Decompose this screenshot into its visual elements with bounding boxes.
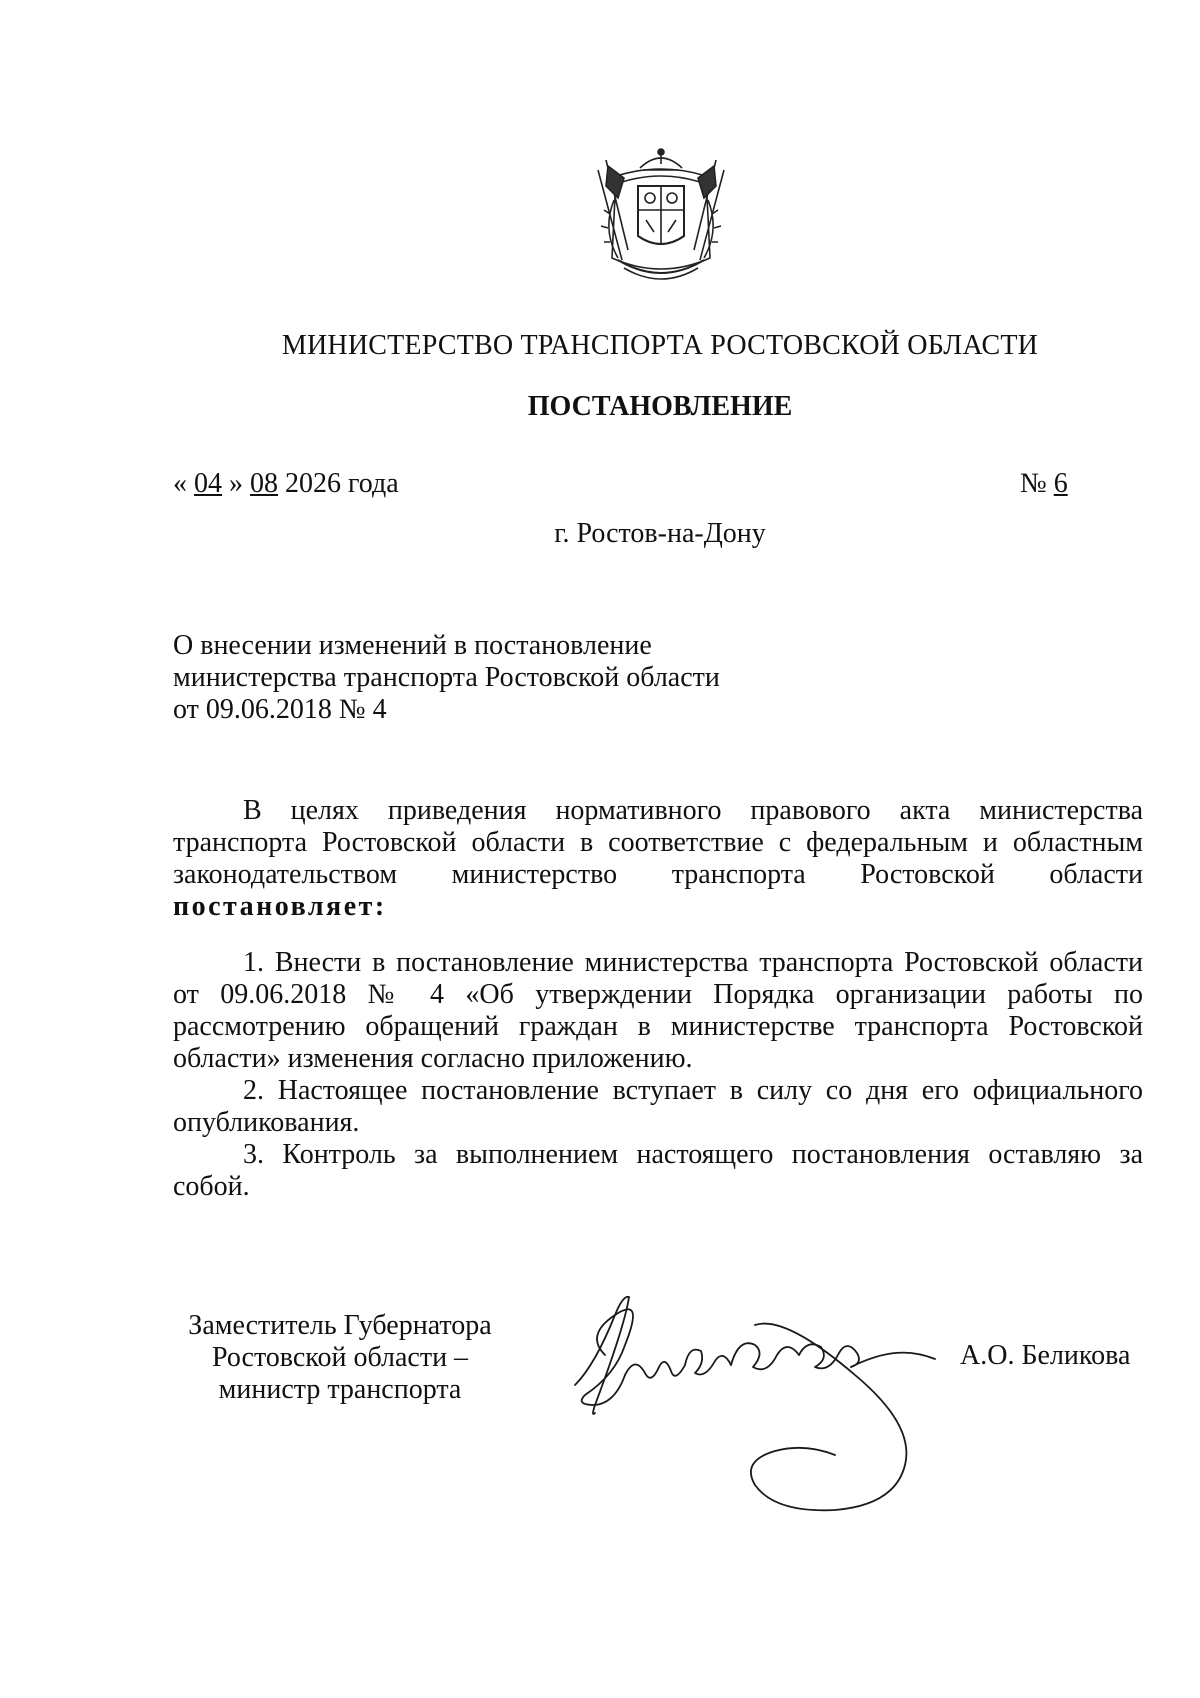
item-3: 3. Контроль за выполнением настоящего постановления оставляю за собой.	[173, 1139, 1143, 1202]
signer-title-line: Ростовской области –	[211, 1342, 469, 1373]
date-month: 08	[250, 468, 278, 499]
document-body	[173, 795, 1143, 1203]
coat-of-arms-icon	[588, 140, 734, 290]
subject-line: О внесении изменений в постановление	[173, 630, 652, 661]
subject-line: министерства транспорта Ростовской области	[173, 662, 720, 693]
preamble-paragraph	[173, 795, 1143, 923]
signer-title	[170, 1310, 510, 1406]
decree-word: постановляет:	[173, 891, 387, 922]
handwritten-signature-icon	[555, 1255, 975, 1525]
number-value: 6	[1053, 468, 1068, 499]
signer-title-line: Заместитель Губернатора	[188, 1310, 492, 1341]
signer-name: А.О. Беликова	[960, 1340, 1131, 1371]
document-date	[173, 468, 399, 500]
number-prefix: №	[1020, 468, 1047, 499]
ministry-name: МИНИСТЕРСТВО ТРАНСПОРТА РОСТОВСКОЙ ОБЛАСТИ	[281, 330, 1039, 361]
date-close-quote: »	[229, 468, 243, 499]
date-day: 04	[194, 468, 222, 499]
date-open-quote: «	[173, 468, 187, 499]
date-year: 2026 года	[285, 468, 399, 499]
signer-title-line: министр транспорта	[218, 1374, 462, 1405]
city-line: г. Ростов-на-Дону	[554, 518, 766, 549]
document-type-title: ПОСТАНОВЛЕНИЕ	[527, 391, 793, 422]
item-2: 2. Настоящее постановление вступает в силу со дня его официального опубликования.	[173, 1075, 1143, 1138]
subject-line: от 09.06.2018 № 4	[173, 694, 387, 725]
preamble-text: В целях приведения нормативного правового акта министерства транспорта Ростовской области в соответствие с федеральным и областным законодательством министерство транспорта Ростовской области	[173, 795, 1143, 890]
item-1: 1. Внести в постановление министерства транспорта Ростовской области от 09.06.2018 № 4 «Об утверждении Порядка организации работы по рассмотрению обращений граждан в министерстве транспорта Ростовской области» изменения согласно приложению.	[173, 947, 1143, 1074]
document-number	[1020, 468, 1068, 500]
document-subject	[173, 630, 773, 726]
